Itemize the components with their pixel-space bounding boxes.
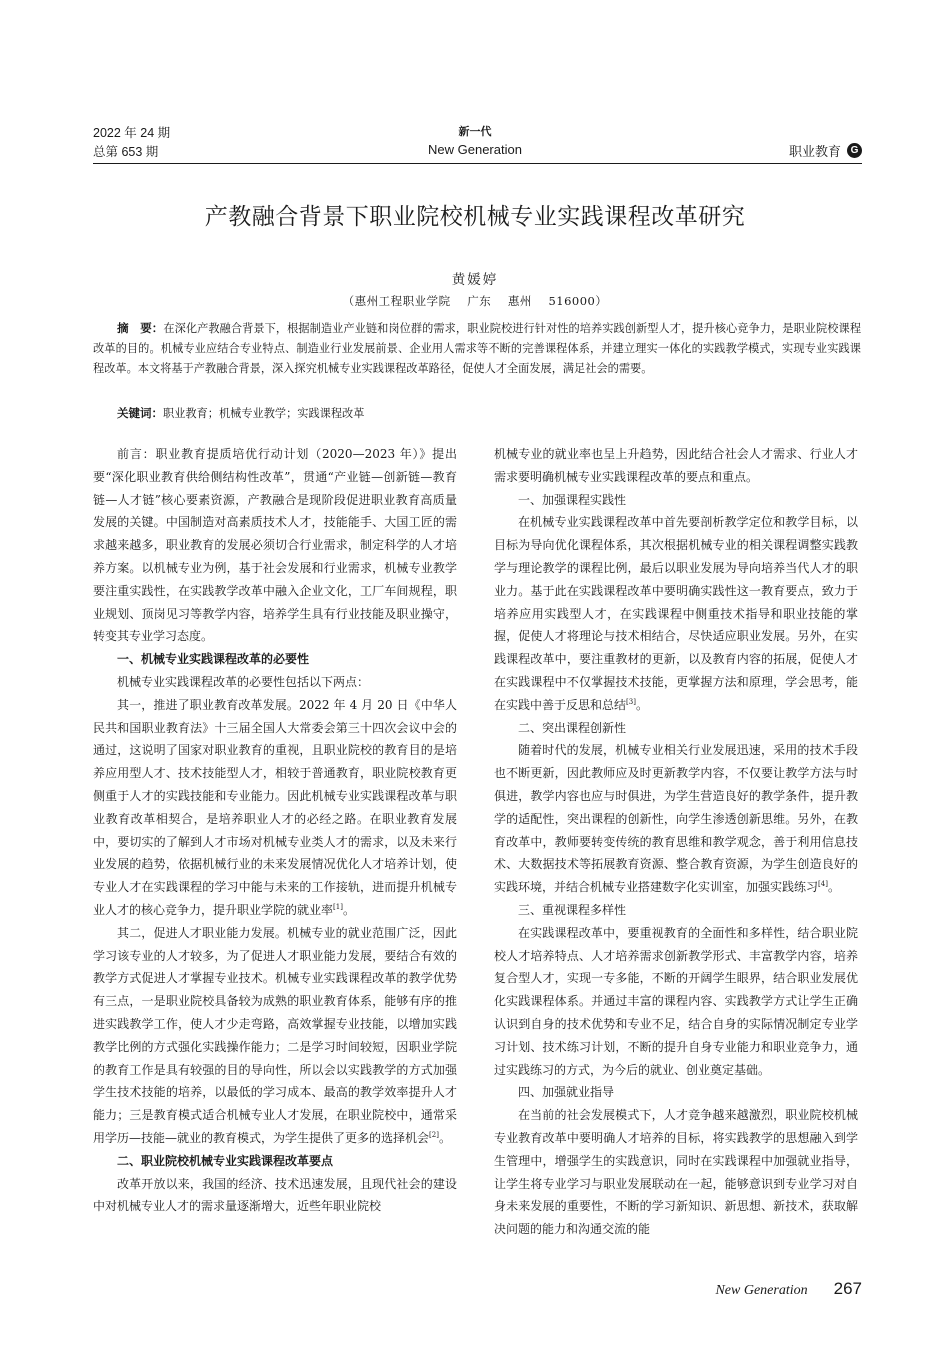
article-author: 黄媛婷	[451, 272, 499, 288]
footer-journal-name: New Generation	[715, 1283, 808, 1298]
issue-number: 2022 年 24 期	[93, 126, 171, 140]
paragraph: 在当前的社会发展模式下，人才竞争越来越激烈，职业院校机械专业教育改革中要明确人才培养的目标，将实践教学的思想融入到学生管理中，增强学生的实践意识，同时在实践课程中加强就业指导，让学生将专业学习与职业发展联动在一起，能够意识到专业学习对自身未来发展的重要性，不断的学习新知识、新思想、新技术，获取解决问题的能力和沟通交流的能	[494, 1108, 858, 1237]
keywords-label: 关键词：	[117, 406, 163, 420]
citation: [1]	[333, 902, 343, 911]
citation: [3]	[626, 697, 636, 706]
author-affiliation: （惠州工程职业学院 广东 惠州 516000）	[342, 294, 608, 308]
paragraph	[494, 739, 858, 899]
section-label	[789, 141, 862, 160]
subsection-heading: 三、重视课程多样性	[518, 902, 627, 917]
paragraph-text: 随着时代的发展，机械专业相关行业发展迅速，采用的技术手段也不断更新，因此教师应及时更新教学内容，不仅要让教学方法与时俱进，教学内容也应与时俱进，为学生营造良好的教学条件，提升教学的适配性，突出课程的创新性，向学生渗透创新思维。另外，在教育改革中，教师要转变传统的教育思维和教学观念，善于利用信息技术、大数据技术等拓展教育资源、整合教育资源，为学生创造良好的实践环境，并结合机械专业搭建数字化实训室，加强实践练习	[494, 743, 858, 895]
section-heading: 一、机械专业实践课程改革的必要性	[117, 652, 310, 667]
paragraph	[93, 922, 457, 1150]
body-column-right	[494, 443, 858, 1241]
journal-name-en: New Generation	[428, 142, 522, 157]
section-name: 职业教育	[788, 144, 841, 159]
punctuation: 。	[342, 902, 355, 917]
citation: [2]	[429, 1130, 439, 1139]
journal-name-cn: 新一代	[458, 125, 492, 138]
punctuation: 。	[827, 880, 840, 895]
citation: [4]	[818, 880, 828, 889]
paragraph	[93, 694, 457, 922]
header-rule	[93, 163, 862, 164]
paragraph	[494, 511, 858, 716]
punctuation: 。	[635, 697, 648, 712]
paragraph: 机械专业实践课程改革的必要性包括以下两点：	[117, 674, 370, 689]
page-number: 267	[833, 1279, 862, 1298]
subsection-heading: 一、加强课程实践性	[518, 492, 627, 507]
paragraph-text: 在机械专业实践课程改革中首先要剖析教学定位和教学目标，以目标为导向优化课程体系，其次根据机械专业的相关课程调整实践教学与理论教学的课程比例，最后以职业发展为导向培养当代人才的职业力。基于此在实践课程改革中要明确实践性这一教育要点，致力于培养应用实践型人才，在实践课程中侧重技术指导和职业技能的掌握，促使人才将理论与技术相结合，尽快适应职业发展。另外，在实践课程改革中，要注重教材的更新，以及教育内容的拓展，促使人才在实践课程中不仅掌握技术技能，更掌握方法和原理，学会思考，能在实践中善于反思和总结	[494, 515, 858, 712]
paragraph: 在实践课程改革中，要重视教育的全面性和多样性，结合职业院校人才培养特点、人才培养需求创新教学形式、丰富教学内容，培养复合型人才，实现一专多能，不断的开阔学生眼界，结合职业发展优化实践课程体系。并通过丰富的课程内容、实践教学方式让学生正确认识到自身的技术优势和专业不足，结合自身的实际情况制定专业学习计划、技术练习计划，不断的提升自身专业能力和职业竞争力，通过实践练习的方式，为今后的就业、创业奠定基础。	[494, 925, 858, 1077]
paragraph: 改革开放以来，我国的经济、技术迅速发展，且现代社会的建设中对机械专业人才的需求量逐渐增大，近些年职业院校	[93, 1176, 457, 1214]
article-title: 产教融合背景下职业院校机械专业实践课程改革研究	[204, 204, 746, 230]
body-column-left	[93, 443, 457, 1218]
section-heading: 二、职业院校机械专业实践课程改革要点	[117, 1153, 334, 1168]
abstract	[93, 318, 861, 379]
section-badge-icon: G	[847, 143, 862, 158]
page-footer	[715, 1279, 862, 1299]
serial-number: 总第 653 期	[93, 145, 159, 159]
punctuation: 。	[438, 1130, 451, 1145]
paragraph-text: 其一，推进了职业教育改革发展。2022 年 4 月 20 日《中华人民共和国职业教育法》十三届全国人大常委会第三十四次会议中会的通过，这说明了国家对职业教育的重视，且职业院校的教育目的是培养应用型人才、技术技能型人才，相较于普通教育，职业院校教育更侧重于人才的实践技能和专业能力。因此机械专业实践课程改革与职业教育改革相契合，是培养职业人才的必经之路。在职业教育发展中，要切实的了解到人才市场对机械专业类人才的需求，以及未来行业发展的趋势，依据机械行业的未来发展情况优化人才培养计划，使专业人才在实践课程的学习中能与未来的工作接轨，进而提升机械专业人才的核心竞争力，提升职业学院的就业率	[93, 697, 457, 917]
abstract-text: 在深化产教融合背景下，根据制造业产业链和岗位群的需求，职业院校进行针对性的培养实践创新型人才，提升核心竞争力，是职业院校课程改革的目的。机械专业应结合专业特点、制造业行业发展前景、企业用人需求等不断的完善课程体系，并建立理实一体化的实践教学模式，实现专业实践课程改革。本文将基于产教融合背景，深入探究机械专业实践课程改革路径，促使人才全面发展，满足社会的需要。	[93, 322, 862, 375]
keywords-text: 职业教育；机械专业教学；实践课程改革	[163, 407, 365, 420]
keywords	[117, 403, 861, 424]
paragraph-continued: 机械专业的就业率也呈上升趋势，因此结合社会人才需求、行业人才需求要明确机械专业实践课程改革的要点和重点。	[494, 447, 858, 484]
paragraph: 前言：职业教育提质培优行动计划（2020—2023 年）》提出要“深化职业教育供给侧结构性改革”，贯通“产业链—创新链—教育链—人才链”核心要素资源，产教融合是现阶段促进职业教育高质量发展的关键。中国制造对高素质技术人才，技能能手、大国工匠的需求越来越多，职业教育的发展必须切合行业需求，制定科学的人才培养方案。以机械专业为例，基于社会发展和行业需求，机械专业教学要注重实践性，在实践教学改革中融入企业文化，工厂车间规程，职业规划、顶岗见习等教学内容，培养学生具有行业技能及职业操守，转变其专业学习态度。	[93, 447, 457, 644]
abstract-label: 摘 要：	[117, 321, 164, 335]
subsection-heading: 四、加强就业指导	[518, 1085, 615, 1100]
paragraph-text: 其二，促进人才职业能力发展。机械专业的就业范围广泛，因此学习该专业的人才较多，为了促进人才职业能力发展，要结合有效的教学方式促进人才掌握专业技术。机械专业实践课程改革的教学优势有三点，一是职业院校具备较为成熟的职业教育体系，能够有序的推进实践教学工作，使人才少走弯路，高效掌握专业技能，以增加实践教学比例的方式强化实践操作能力；二是学习时间较短，因职业学院的教育工作是具有较强的目的导向性，所以会以实践教学的方式加强学生技术技能的培养，以最低的学习成本、最高的教学效率提升人才能力；三是教育模式适合机械专业人才发展，在职业院校中，通常采用学历—技能—就业的教育模式，为学生提供了更多的选择机会	[93, 925, 457, 1145]
subsection-heading: 二、突出课程创新性	[518, 720, 627, 735]
